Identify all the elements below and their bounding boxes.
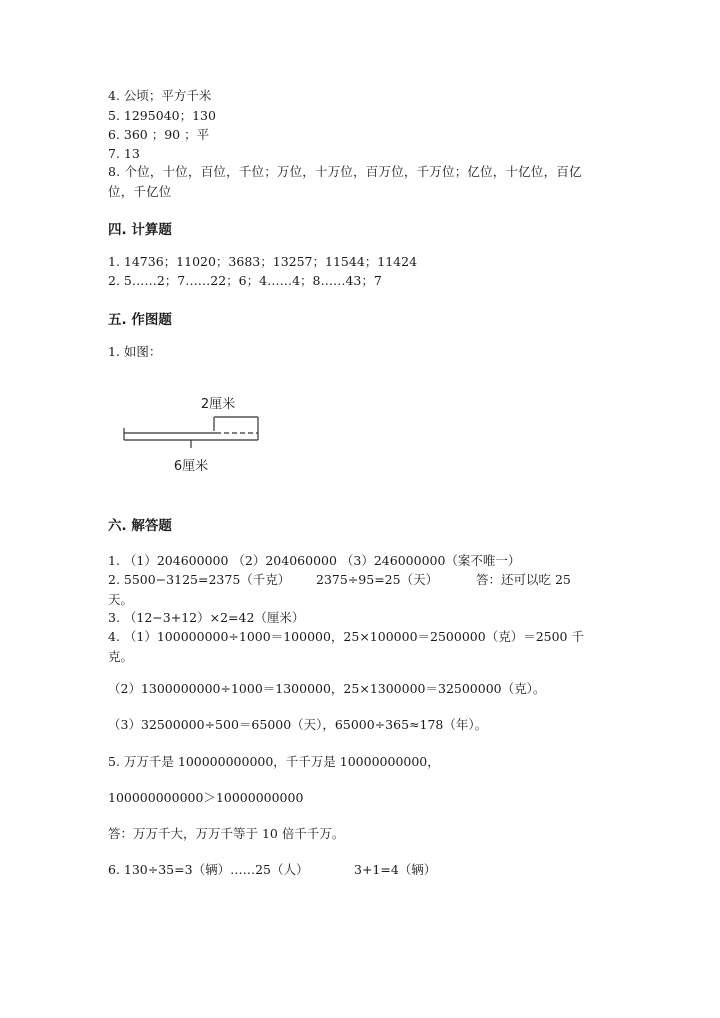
answer-4-2: 2. 5……2；7……22；6；4……4；8……43；7 [108,273,382,288]
segment-diagram [118,388,278,484]
section-4-title: 四. 计算题 [108,222,172,238]
answer-6-1: 1. （1）204600000 （2）204060000 （3）246000000（案不唯一） [108,553,521,568]
answer-3-6: 6. 360 ；90 ；平 [108,127,210,142]
answer-6-2-conclusion: 答：还可以吃 25 天。 [108,572,571,607]
answer-6-5-line1: 5. 万万千是 100000000000，千千万是 10000000000， [108,754,440,769]
answer-6-6 [108,860,608,880]
answer-3-8: 8. 个位，十位，百位，千位；万位，十万位，百万位，千万位；亿位，十亿位，百亿位，千亿位 [108,164,582,199]
answer-6-4-2: （2）1300000000÷1000＝1300000，25×1300000＝32500000（克）。 [108,681,546,696]
answer-3-4: 4. 公顷；平方千米 [108,88,212,103]
diagram-top-label: 2厘米 [200,397,236,412]
answer-6-3: 3. （12−3+12）×2=42（厘米） [108,610,305,625]
answer-6-6-part-b: 3+1=4（辆） [354,862,437,877]
diagram-bottom-label: 6厘米 [173,459,209,474]
answer-3-7: 7. 13 [108,146,140,161]
answer-3-5: 5. 1295040；130 [108,108,216,123]
answer-6-6-part-a: 6. 130÷35=3（辆）……25（人） [108,862,309,877]
section-6-title: 六. 解答题 [108,518,172,534]
answer-4-1: 1. 14736；11020；3683；13257；11544；11424 [108,254,418,269]
section-5-title: 五. 作图题 [108,312,172,328]
answer-6-5-conclusion: 答：万万千大，万万千等于 10 倍千千万。 [108,826,345,841]
answer-6-2-part-a: 2. 5500−3125=2375（千克） [108,572,291,587]
answer-6-4-3: （3）32500000÷500＝65000（天），65000÷365≈178（年）。 [108,717,488,732]
answer-5-1: 1. 如图： [108,344,162,359]
answer-6-5-line2: 100000000000＞10000000000 [108,790,304,805]
answer-6-2-part-b: 2375÷95=25（天） [316,572,439,587]
answer-6-4-1: 4. （1）100000000÷1000＝100000，25×100000＝2500000（克）＝2500 千克。 [108,629,584,664]
